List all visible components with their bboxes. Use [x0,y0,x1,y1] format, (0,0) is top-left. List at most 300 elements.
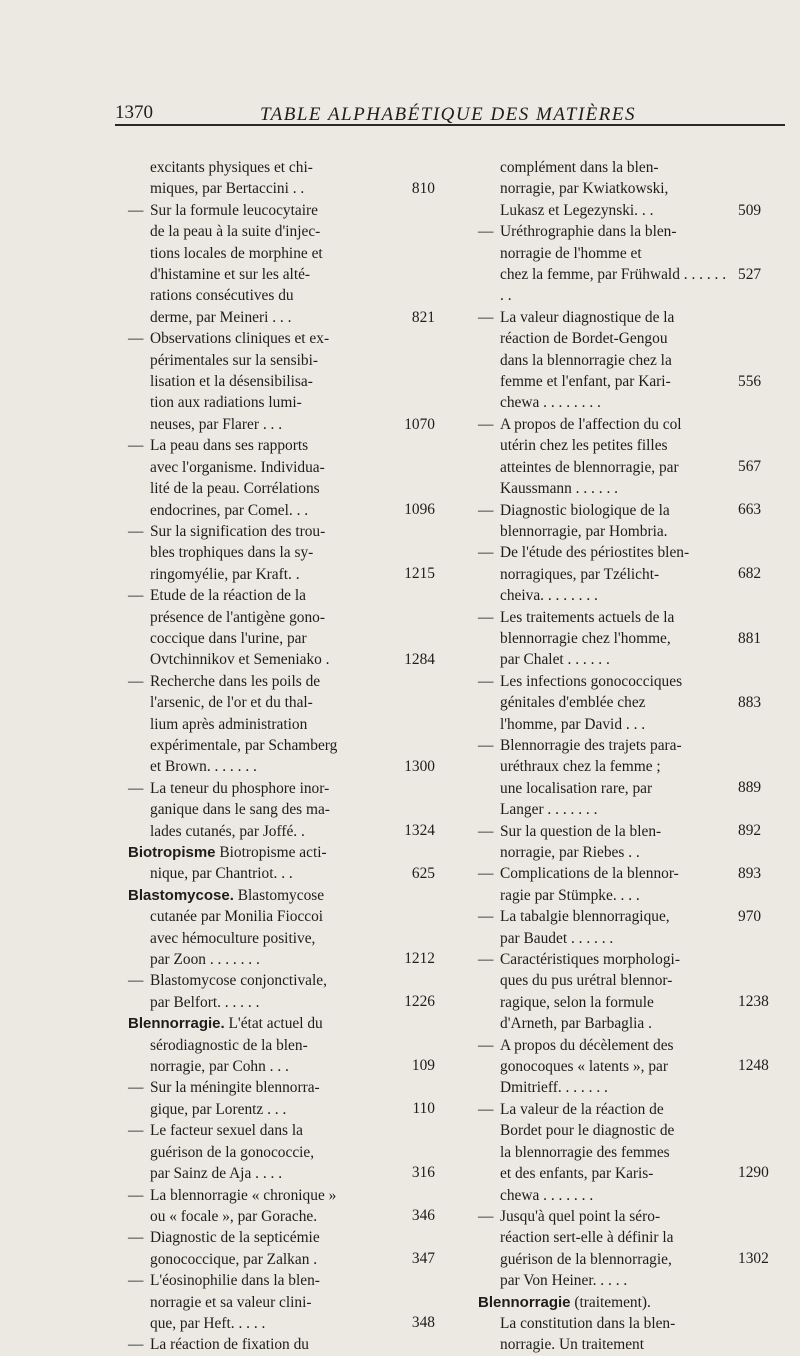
page-number-spacer [395,927,435,948]
page-number-spacer [738,1269,778,1290]
page-number-spacer [395,1184,435,1205]
entry-line: ringomyélie, par Kraft. . [150,565,300,583]
entry-dash: — [478,608,494,626]
page-number-spacer [738,670,778,691]
entry-line: Complications de la blennor- [500,865,679,883]
entry-line: norragie, par Cohn . . . [150,1058,289,1076]
entry-page-number: 1096 [404,501,435,519]
page-number-spacer [395,435,435,456]
entry-line: Uréthrographie dans la blen- [500,223,677,241]
page-number-spacer [738,178,778,199]
entry-line: lium après administration [150,715,308,733]
index-entry [128,1227,388,1270]
page-number-spacer [395,628,435,649]
page-number-spacer [738,350,778,371]
page-number-spacer [395,350,435,371]
entry-line: Diagnostic biologique de la [500,501,670,519]
entry-line: coccique dans l'urine, par [150,629,307,647]
entry-line: avec hémoculture positive, [150,929,316,947]
entry-line: nique, par Chantriot. . . [150,865,293,883]
page-number-spacer [395,521,435,542]
entry-page-number: 567 [738,458,762,476]
index-entry [128,1013,388,1077]
entry-line: et des enfants, par Karis- [500,1165,654,1183]
page-number-spacer [738,435,778,456]
entry-dash: — [478,908,494,926]
index-entry [478,906,728,949]
page-header [115,100,785,126]
entry-dash: — [128,672,144,690]
entry-line: La tabalgie blennorragique, [500,908,670,926]
entry-line: ou « focale », par Gorache. [150,1207,318,1225]
entry-line: Ovtchinnikov et Semeniako . [150,651,330,669]
left-column [128,157,388,1356]
entry-page-number: 348 [411,1314,435,1332]
entry-line: lisation et la désensibilisa- [150,373,313,391]
entry-line: chez la femme, par Frühwald . . . . . . . . [500,266,727,305]
entry-dash: — [478,951,494,969]
entry-page-number: 109 [411,1057,435,1075]
entry-line: La constitution dans la blen- [500,1314,676,1332]
entry-dash: — [478,736,494,754]
entry-line: La réaction de fixation du [150,1336,309,1354]
entry-line: par Chalet . . . . . . [500,651,610,669]
entry-page-number: 1302 [738,1249,769,1267]
page-number-spacer [395,200,435,221]
entry-headword: Blastomycose. [128,886,234,904]
entry-line: norragie de l'homme et [500,244,642,262]
page-number-spacer [738,521,778,542]
entry-line: de la peau à la suite d'injec- [150,223,321,241]
page-number-spacer [738,1013,778,1034]
index-entry [478,863,728,906]
entry-page-number: 1070 [404,415,435,433]
entry-line: réaction de Bordet-Gengou [500,330,668,348]
entry-page-number: 347 [411,1249,435,1267]
entry-line: cutanée par Monilia Fioccoi [150,908,324,926]
entry-dash: — [128,779,144,797]
entry-line: par Von Heiner. . . . . [500,1272,628,1290]
index-entry [128,885,388,971]
entry-line: d'Arneth, par Barbaglia . [500,1015,652,1033]
index-entry [478,735,728,821]
entry-page-number: 625 [411,864,435,882]
entry-line: que, par Heft. . . . . [150,1314,266,1332]
entry-dash: — [478,544,494,562]
page-number-spacer [395,371,435,392]
page-number-spacer [395,799,435,820]
entry-line: utérin chez les petites filles [500,437,668,455]
page-number: 1370 [115,102,153,123]
entry-line: complément dans la blen- [500,159,659,176]
entry-line [128,1013,388,1034]
entry-page-number: 889 [738,779,762,797]
index-entry [478,307,728,414]
entry-line: l'homme, par David . . . [500,715,646,733]
entry-line: réaction sert-elle à définir la [500,1229,674,1247]
entry-page-number: 527 [738,265,762,283]
entry-page-number: 1284 [404,650,435,668]
entry-line: dans la blennorragie chez la [500,351,672,369]
entry-page-number: 1300 [404,757,435,775]
page-number-spacer [395,777,435,798]
page-number-spacer [738,927,778,948]
entry-line: endocrines, par Comel. . . [150,501,309,519]
page-number-spacer [395,392,435,413]
entry-line: guérison de la blennorragie, [500,1250,672,1268]
entry-page-number: 316 [411,1164,435,1182]
index-entry [128,521,388,585]
page-number-spacer [738,713,778,734]
entry-line: lité de la peau. Corrélations [150,480,320,498]
entry-line: La valeur de la réaction de [500,1100,664,1118]
entry-page-number: 1324 [404,822,435,840]
entry-line: Le facteur sexuel dans la [150,1122,303,1140]
entry-line: Recherche dans les poils de [150,672,321,690]
page-number-spacer [738,157,778,178]
entry-line: par Belfort. . . . . . [150,993,260,1011]
page-number-spacer [738,842,778,863]
page-number-spacer [395,243,435,264]
entry-page-number: 346 [411,1207,435,1225]
entry-page-number: 1248 [738,1057,769,1075]
entry-line: sérodiagnostic de la blen- [150,1036,308,1054]
index-entry [128,970,388,1013]
page-number-spacer [738,285,778,306]
header-rule [115,124,785,126]
index-entry [478,542,728,606]
index-entry [128,1185,388,1228]
entry-page-number: 893 [738,864,762,882]
page-number-spacer [738,221,778,242]
page-number-spacer [738,1034,778,1055]
right-column [478,157,728,1356]
entry-line: norragiques, par Tzélicht- [500,565,660,583]
page-number-spacer [395,264,435,285]
entry-line: atteintes de blennorragie, par [500,458,679,476]
page-number-spacer [738,307,778,328]
entry-line: tions locales de morphine et [150,244,323,262]
entry-line: et Brown. . . . . . . [150,758,257,776]
entry-line: Lukasz et Legezynski. . . [500,201,654,219]
page-number-spacer [395,906,435,927]
entry-page-number: 1226 [404,993,435,1011]
entry-page-number: 1290 [738,1164,769,1182]
entry-line: De l'étude des périostites blen- [500,544,690,562]
page-number-spacer [395,842,435,863]
index-entry [128,585,388,671]
page-number-spacer [738,884,778,905]
page-number-spacer [395,1034,435,1055]
index-entry [478,821,728,864]
page-number-spacer [395,456,435,477]
page-number-spacer [738,1077,778,1098]
entry-line: une localisation rare, par [500,779,653,797]
entry-line: A propos du décèlement des [500,1036,674,1054]
page-number-spacer [738,1227,778,1248]
entry-line: gique, par Lorentz . . . [150,1100,287,1118]
index-entry [128,435,388,521]
page-number-spacer [738,1291,778,1312]
entry-line: Les infections gonococciques [500,672,683,690]
entry-line: par Sainz de Aja . . . . [150,1165,283,1183]
page-number-spacer [395,1120,435,1141]
index-entry [128,1334,388,1355]
page-number-spacer [395,542,435,563]
entry-line: ques du pus urétral blennor- [500,972,673,990]
entry-dash: — [478,1036,494,1054]
page-number-spacer [738,1098,778,1119]
entry-line: derme, par Meineri . . . [150,308,292,326]
entry-line: Observations cliniques et ex- [150,330,330,348]
entry-line: avec l'organisme. Individua- [150,458,325,476]
page-number-spacer [395,285,435,306]
entry-line: expérimentale, par Schamberg [150,736,338,754]
entry-dash: — [128,437,144,455]
entry-line: la blennorragie des femmes [500,1143,670,1161]
entry-text: Blastomycose [233,886,325,904]
entry-line: lades cutanés, par Joffé. . [150,822,305,840]
index-entry [478,1206,728,1292]
page-number-spacer [395,606,435,627]
page-number-spacer [738,649,778,670]
page-number-spacer [738,1141,778,1162]
entry-line: ganique dans le sang des ma- [150,801,330,819]
entry-headword: Blennorragie [478,1293,571,1311]
entry-line: norragie et sa valeur clini- [150,1293,312,1311]
entry-page-number: 556 [738,372,762,390]
entry-line: Sur la question de la blen- [500,822,662,840]
entry-line: La peau dans ses rapports [150,437,309,455]
entry-dash: — [478,415,494,433]
entry-page-number: 682 [738,565,762,583]
entry-line: par Baudet . . . . . . [500,929,614,947]
entry-line: bles trophiques dans la sy- [150,544,314,562]
entry-page-number: 1238 [738,993,769,1011]
entry-line: Dmitrieff. . . . . . . [500,1079,608,1097]
entry-dash: — [478,223,494,241]
index-entry [478,1292,728,1356]
page-number-spacer [738,756,778,777]
entry-line: Kaussmann . . . . . . [500,480,618,498]
entry-line [478,1292,728,1313]
page-number-spacer [738,735,778,756]
entry-page-number: 810 [411,180,435,198]
index-entry [478,221,728,307]
entry-dash: — [478,1100,494,1118]
entry-dash: — [478,865,494,883]
page-number-spacer [395,221,435,242]
page-number-spacer [395,970,435,991]
page-number-spacer [738,542,778,563]
entry-dash: — [128,201,144,219]
entry-line: Les traitements actuels de la [500,608,675,626]
entry-headword: Blennorragie. [128,1015,225,1033]
entry-dash: — [128,1229,144,1247]
entry-text: L'état actuel du [224,1015,323,1033]
entry-line: chewa . . . . . . . . [500,394,601,412]
index-entry [128,1270,388,1334]
page-number-spacer [395,1227,435,1248]
entry-line: La teneur du phosphore inor- [150,779,330,797]
entry-dash: — [478,1207,494,1225]
entry-dash: — [128,1336,144,1354]
entry-line: périmentales sur la sensibi- [150,351,318,369]
entry-line: d'histamine et sur les alté- [150,266,311,284]
page-number-spacer [738,243,778,264]
entry-line: cheiva. . . . . . . . [500,587,598,605]
entry-dash: — [478,672,494,690]
entry-page-number: 1212 [404,950,435,968]
entry-line: présence de l'antigène gono- [150,608,325,626]
entry-dash: — [128,1272,144,1290]
entry-page-number: 881 [738,629,762,647]
entry-line: gonococcique, par Zalkan . [150,1250,318,1268]
entry-line: Sur la signification des trou- [150,522,326,540]
page-number-spacer [395,1141,435,1162]
page-number-spacer [738,799,778,820]
entry-line: norragie, par Kwiatkowski, [500,180,669,198]
entry-line: L'éosinophilie dans la blen- [150,1272,320,1290]
entry-line: Diagnostic de la septicémie [150,1229,320,1247]
entry-line: Sur la méningite blennorra- [150,1079,320,1097]
index-entry [478,157,728,221]
entry-dash: — [128,1079,144,1097]
page-number-spacer [738,478,778,499]
page-number-spacer [395,670,435,691]
entry-line [128,842,388,863]
page-number-spacer [738,1184,778,1205]
page-number-spacer [738,414,778,435]
entry-page-number [738,1312,778,1333]
entry-page-number: 1215 [404,565,435,583]
page-number-spacer [395,1013,435,1034]
entry-line: Caractéristiques morphologi- [500,951,680,969]
index-entry [478,949,728,1035]
entry-page-number: 883 [738,693,762,711]
index-entry [128,200,388,328]
right-page-numbers [738,157,778,1333]
entry-line: génitales d'emblée chez [500,694,646,712]
index-entry [128,1077,388,1120]
index-entry [128,842,388,885]
entry-page-number [395,1333,435,1354]
entry-text: (traitement). [570,1293,651,1311]
entry-line: neuses, par Flarer . . . [150,415,283,433]
entry-line: guérison de la gonococcie, [150,1143,315,1161]
entry-line: Bordet pour le diagnostic de [500,1122,675,1140]
entry-page-number: 110 [412,1100,435,1118]
entry-headword: Biotropisme [128,844,216,861]
page-number-spacer [738,585,778,606]
entry-page-number: 821 [411,308,435,326]
index-entry [128,157,388,200]
page-number-spacer [738,1205,778,1226]
entry-line: Langer . . . . . . . [500,801,598,819]
page-number-spacer [395,713,435,734]
index-entry [128,671,388,778]
entry-line: miques, par Bertaccini . . [150,180,305,198]
page-number-spacer [395,1077,435,1098]
index-entry [478,414,728,500]
entry-dash: — [478,308,494,326]
entry-line: Etude de la réaction de la [150,587,306,605]
index-entry [128,1120,388,1184]
page-number-spacer [395,478,435,499]
entry-dash: — [128,972,144,990]
entry-line: A propos de l'affection du col [500,415,682,433]
entry-line: ragie par Stümpke. . . . [500,886,640,904]
left-page-numbers [395,157,435,1355]
entry-line: excitants physiques et chi- [150,159,313,176]
entry-dash: — [128,330,144,348]
entry-line: norragie, par Riebes . . [500,844,640,861]
entry-line: l'arsenic, de l'or et du thal- [150,694,313,712]
entry-line: La blennorragie « chronique » [150,1186,337,1204]
entry-line: Blennorragie des trajets para- [500,736,682,754]
entry-dash: — [478,822,494,840]
entry-dash: — [128,522,144,540]
page-number-spacer [738,1120,778,1141]
entry-line: La valeur diagnostique de la [500,308,675,326]
page-number-spacer [738,970,778,991]
page-number-spacer [738,948,778,969]
entry-line: tion aux radiations lumi- [150,394,302,412]
entry-line: Jusqu'à quel point la séro- [500,1207,661,1225]
page-number-spacer [395,884,435,905]
entry-line: femme et l'enfant, par Kari- [500,373,671,391]
page-number-spacer [395,1291,435,1312]
entry-line: blennorragie chez l'homme, [500,629,671,647]
index-entry [478,1099,728,1206]
entry-line: ragique, selon la formule [500,993,654,1011]
index-entry [478,500,728,543]
entry-page-number: 663 [738,501,762,519]
page-number-spacer [395,692,435,713]
entry-dash: — [478,501,494,519]
page-number-spacer [738,392,778,413]
index-entry [128,778,388,842]
page-number-spacer [738,328,778,349]
entry-page-number: 970 [738,907,762,925]
index-entry [478,607,728,671]
entry-line: par Zoon . . . . . . . [150,951,260,969]
entry-page-number: 509 [738,201,762,219]
entry-line: uréthraux chez la femme ; [500,758,661,776]
entry-dash: — [128,1186,144,1204]
entry-line [128,885,388,906]
entry-line: norragie. Un traitement [500,1336,645,1354]
running-title: TABLE ALPHABÉTIQUE DES MATIÈRES [260,104,636,125]
entry-dash: — [128,587,144,605]
page-number-spacer [395,1269,435,1290]
entry-text: Biotropisme acti- [215,844,327,861]
index-entry [128,328,388,435]
index-entry [478,1035,728,1099]
entry-line: rations consécutives du [150,287,294,305]
entry-line: blennorragie, par Hombria. [500,522,668,540]
index-entry [478,671,728,735]
entry-line: Sur la formule leucocytaire [150,201,318,219]
page-number-spacer [738,606,778,627]
page-number-spacer [395,585,435,606]
page-number-spacer [395,157,435,178]
page-number-spacer [395,735,435,756]
entry-line: Blastomycose conjonctivale, [150,972,327,990]
entry-line: chewa . . . . . . . [500,1186,594,1204]
entry-dash: — [128,1122,144,1140]
entry-line: gonocoques « latents », par [500,1058,668,1076]
